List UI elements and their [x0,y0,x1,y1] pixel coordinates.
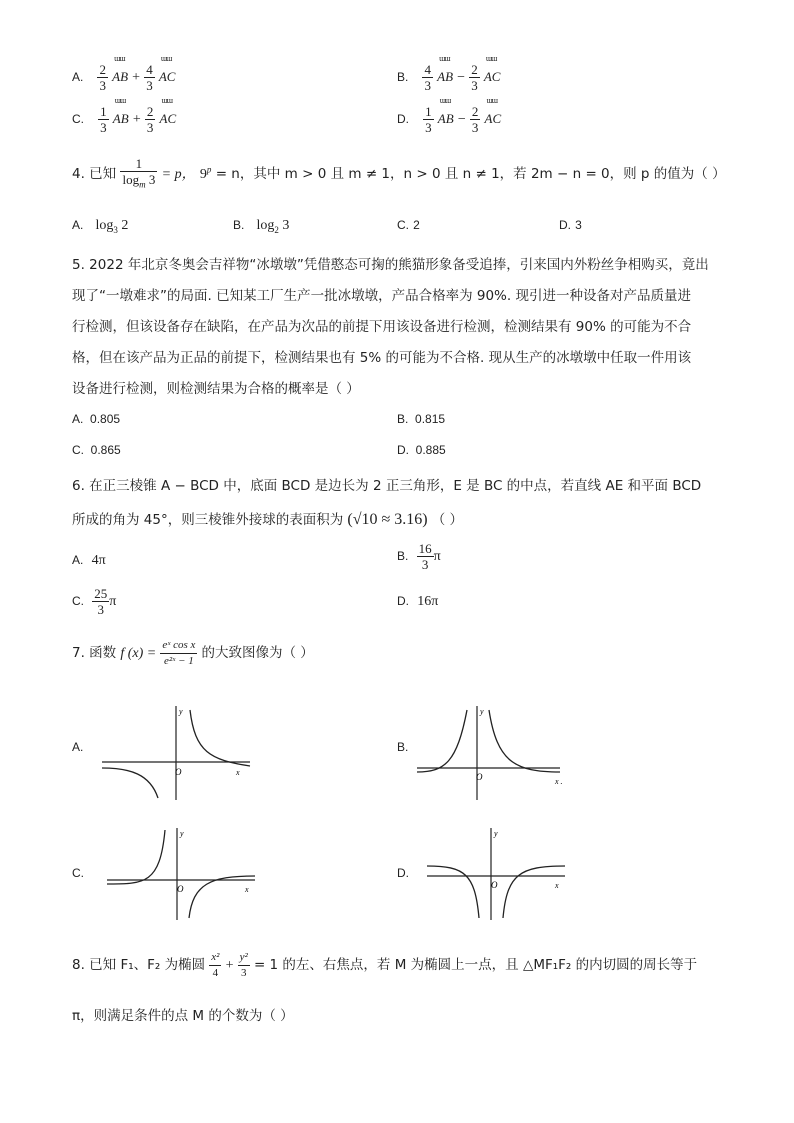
log-fraction: $\frac{1}{\log_m 3}$ [122,156,156,190]
option-letter: A. [72,70,84,84]
option-letter: B. [397,70,409,84]
graph-c [105,824,265,924]
right-branch [489,710,560,772]
svg-text:y: y [180,829,184,838]
ellipse-term-x: $\frac{\text{x²}}{4}$ [211,951,220,979]
q6-option-d: D. 16π [397,594,439,609]
vector-ac: ɯɯ AC [483,54,501,84]
coef-fraction: $\frac{1}{3}$ [100,104,107,135]
coef-fraction: $\frac{4}{3}$ [146,62,153,93]
option-letter: D. [397,112,409,126]
right-branch [190,710,250,766]
vector-ab: ɯɯ AB [437,54,454,84]
option-letter: C. [72,112,84,126]
function-fraction: $\frac{\text{eˣ cos x}}{\text{e²ˣ − 1}}$ [162,639,196,667]
left-branch [102,768,158,798]
q4-option-c: C. 2 [397,218,420,232]
vector-ac: ɯɯ AC [159,96,177,126]
q3-option-c: C. $\frac{1}{3}$ ɯɯ AB + $\frac{2}{3}$ ɯɯ AC [72,96,177,135]
svg-text:y: y [494,829,498,838]
q3-option-d: D. $\frac{1}{3}$ ɯɯ AB − $\frac{2}{3}$ ɯɯ AC [397,96,502,135]
coef-fraction: $\frac{2}{3}$ [471,104,479,135]
q6-option-b: B. $\frac{16}{3}$ π [397,541,441,572]
q5-option-a: A. 0.805 [72,412,121,426]
q5-option-b: B. 0.815 [397,412,446,426]
right-branch [503,866,565,918]
coef-fraction: $\frac{2}{3}$ [471,62,478,93]
svg-text:O: O [177,884,184,894]
q5-option-c: C. 0.865 [72,443,121,457]
svg-text:x: x [555,881,559,890]
vector-ab: ɯɯ AB [112,96,129,126]
q8-line-2: π，则满足条件的点 M 的个数为（ ） [72,1008,294,1024]
coef-fraction: $\frac{2}{3}$ [99,62,106,93]
left-branch [417,710,467,772]
svg-text:O: O [491,880,498,890]
graph-b-label: B. [397,740,409,754]
graph-a [100,702,260,802]
left-branch [427,866,479,918]
svg-text:O: O [175,767,182,777]
q8-line-1: 8. 已知 F₁、F₂ 为椭圆 $\frac{\text{x²}}{4}$ + $\frac{\text{y²}}{3}$ = 1 的左、右焦点，若 M 为椭圆上一点，且 △MF₁F₂ 的内切圆的周长等于 [72,951,698,979]
svg-text:y: y [179,707,183,716]
q7-stem: 7. 函数 f (x) = $\frac{\text{eˣ cos x}}{\text{e²ˣ − 1}}$ 的大致图像为（ ） [72,639,314,667]
svg-text:O: O [476,772,483,782]
q3-option-a: A. $\frac{2}{3}$ ɯɯ AB + $\frac{4}{3}$ ɯɯ AC [72,54,176,93]
svg-text:x: x [236,768,240,777]
q6-option-c: C. $\frac{25}{3}$ π [72,586,117,617]
graph-b [415,702,575,802]
q3-option-b: B. $\frac{4}{3}$ ɯɯ AB − $\frac{2}{3}$ ɯɯ AC [397,54,501,93]
vector-ac: ɯɯ AC [158,54,176,84]
q4-stem: 4. 已知 $\frac{1}{\log_m 3}$ = p， $9^p = n$，其中 m > 0 且 m ≠ 1，n > 0 且 n ≠ 1，若 2m − n = 0，则 p 的值为（ ） [72,156,726,193]
vector-ab: ɯɯ AB [437,96,454,126]
q6-option-a: A. 4π [72,553,106,568]
left-branch [107,830,165,884]
q6-line-1: 6. 在正三棱锥 A − BCD 中，底面 BCD 是边长为 2 正三角形，E 是 BC 的中点，若直线 AE 和平面 BCD [72,478,702,494]
ellipse-term-y: $\frac{\text{y²}}{3}$ [239,951,248,979]
coef-fraction: $\frac{4}{3}$ [424,62,431,93]
svg-text:x: x [245,885,249,894]
coef-fraction: $\frac{2}{3}$ [146,104,154,135]
vector-ab: ɯɯ AB [112,54,129,84]
coef-fraction: $\frac{1}{3}$ [425,104,432,135]
q5-stem: 5. 2022 年北京冬奥会吉祥物“冰墩墩”凭借憨态可掬的熊猫形象备受追捧，引来国内外粉丝争相购买，竟出 现了“一墩难求”的局面. 已知某工厂生产一批冰墩墩，产品合格率为 90%. 现引进一种设备对产品质量进 行检测，但该设备存在缺陷，在产品为次品的前提下用该设备进行检测，检测结果有 90% 的可能为不合 格，但在该产品为正品的前提下，检测结果也有 5% 的可能为不合格. 现从生产的冰墩墩中任取一件用该 设备进行检测，则检测结果为合格的概率是（ ） [72,257,709,397]
graph-a-label: A. [72,740,84,754]
q4-option-a: A. $\log_3 2$ [72,218,129,235]
right-branch [189,876,255,918]
q4-option-d: D. 3 [559,218,582,232]
graph-d-label: D. [397,866,409,880]
q4-option-b: B. $\log_2 3$ [233,218,290,235]
q5-option-d: D. 0.885 [397,443,446,457]
vector-ac: ɯɯ AC [484,96,502,126]
svg-text:y: y [480,707,484,716]
svg-text:x .: x . [555,777,563,786]
q6-line-2: 所成的角为 45°，则三棱锥外接球的表面积为 (√10 ≈ 3.16) （ ） [72,511,464,528]
graph-c-label: C. [72,866,84,880]
graph-d [425,824,575,924]
